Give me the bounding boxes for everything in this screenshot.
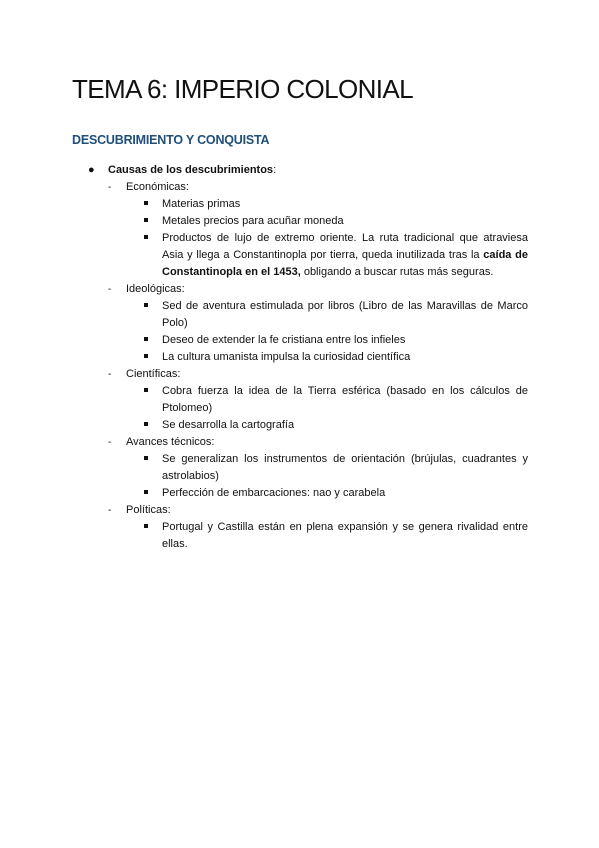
list-item: [88, 332, 528, 349]
page-title: TEMA 6: IMPERIO COLONIAL: [72, 74, 414, 104]
bullet-icon: ●: [88, 164, 95, 176]
list-item-text: La cultura umanista impulsa la curiosidad científica: [162, 351, 411, 363]
category-label: Avances técnicos:: [126, 436, 215, 448]
category-label: Económicas:: [126, 181, 189, 193]
list-item-bold-text: caída de Constantinopla en el 1453,: [162, 249, 528, 278]
square-bullet-icon: [144, 303, 148, 307]
category-item: [88, 434, 528, 451]
list-item: [88, 230, 528, 281]
square-bullet-icon: [144, 235, 148, 239]
list-item: [88, 298, 528, 332]
category-item: [88, 366, 528, 383]
dash-icon: -: [108, 369, 112, 380]
section-heading: DESCUBRIMIENTO Y CONQUISTA: [72, 133, 270, 147]
list-item-text: Deseo de extender la fe cristiana entre los infieles: [162, 334, 406, 346]
square-bullet-icon: [144, 218, 148, 222]
list-item: [88, 417, 528, 434]
list-item-text: Se generalizan los instrumentos de orientación (brújulas, cuadrantes y astrolabios): [162, 453, 528, 482]
list-item: [88, 349, 528, 366]
category-item: [88, 179, 528, 196]
square-bullet-icon: [144, 354, 148, 358]
square-bullet-icon: [144, 490, 148, 494]
square-bullet-icon: [144, 524, 148, 528]
list-item-text: Portugal y Castilla están en plena expansión y se genera rivalidad entre ellas.: [162, 521, 528, 550]
dash-icon: -: [108, 437, 112, 448]
list-item: [88, 196, 528, 213]
list-heading-colon: :: [273, 164, 277, 176]
list-heading: Causas de los descubrimientos: [108, 164, 274, 176]
list-item: [88, 383, 528, 417]
list-item: [88, 213, 528, 230]
dash-icon: -: [108, 505, 112, 516]
category-label: Ideológicas:: [126, 283, 185, 295]
square-bullet-icon: [144, 456, 148, 460]
list-item-text: obligando a buscar rutas más seguras.: [300, 266, 494, 278]
outline-list: [88, 162, 528, 553]
dash-icon: -: [108, 182, 112, 193]
list-item-text: Sed de aventura estimulada por libros (Libro de las Maravillas de Marco Polo): [162, 300, 528, 329]
category-item: [88, 281, 528, 298]
list-item-text: Metales precios para acuñar moneda: [162, 215, 344, 227]
square-bullet-icon: [144, 201, 148, 205]
list-item-text: Cobra fuerza la idea de la Tierra esférica (basado en los cálculos de Ptolomeo): [162, 385, 528, 414]
category-label: Políticas:: [126, 504, 171, 516]
list-item-text: Perfección de embarcaciones: nao y carabela: [162, 487, 386, 499]
square-bullet-icon: [144, 337, 148, 341]
list-item: [88, 451, 528, 485]
list-item-text: Productos de lujo de extremo oriente. La ruta tradicional que atraviesa Asia y llega a Constantinopla por tierra, queda inutilizada tras la: [162, 232, 528, 261]
list-item-level1: [88, 162, 528, 179]
list-item: [88, 519, 528, 553]
category-item: [88, 502, 528, 519]
list-item: [88, 485, 528, 502]
category-label: Científicas:: [126, 368, 181, 380]
dash-icon: -: [108, 284, 112, 295]
square-bullet-icon: [144, 388, 148, 392]
list-item-text: Se desarrolla la cartografía: [162, 419, 295, 431]
square-bullet-icon: [144, 422, 148, 426]
list-item-text: Materias primas: [162, 198, 241, 210]
